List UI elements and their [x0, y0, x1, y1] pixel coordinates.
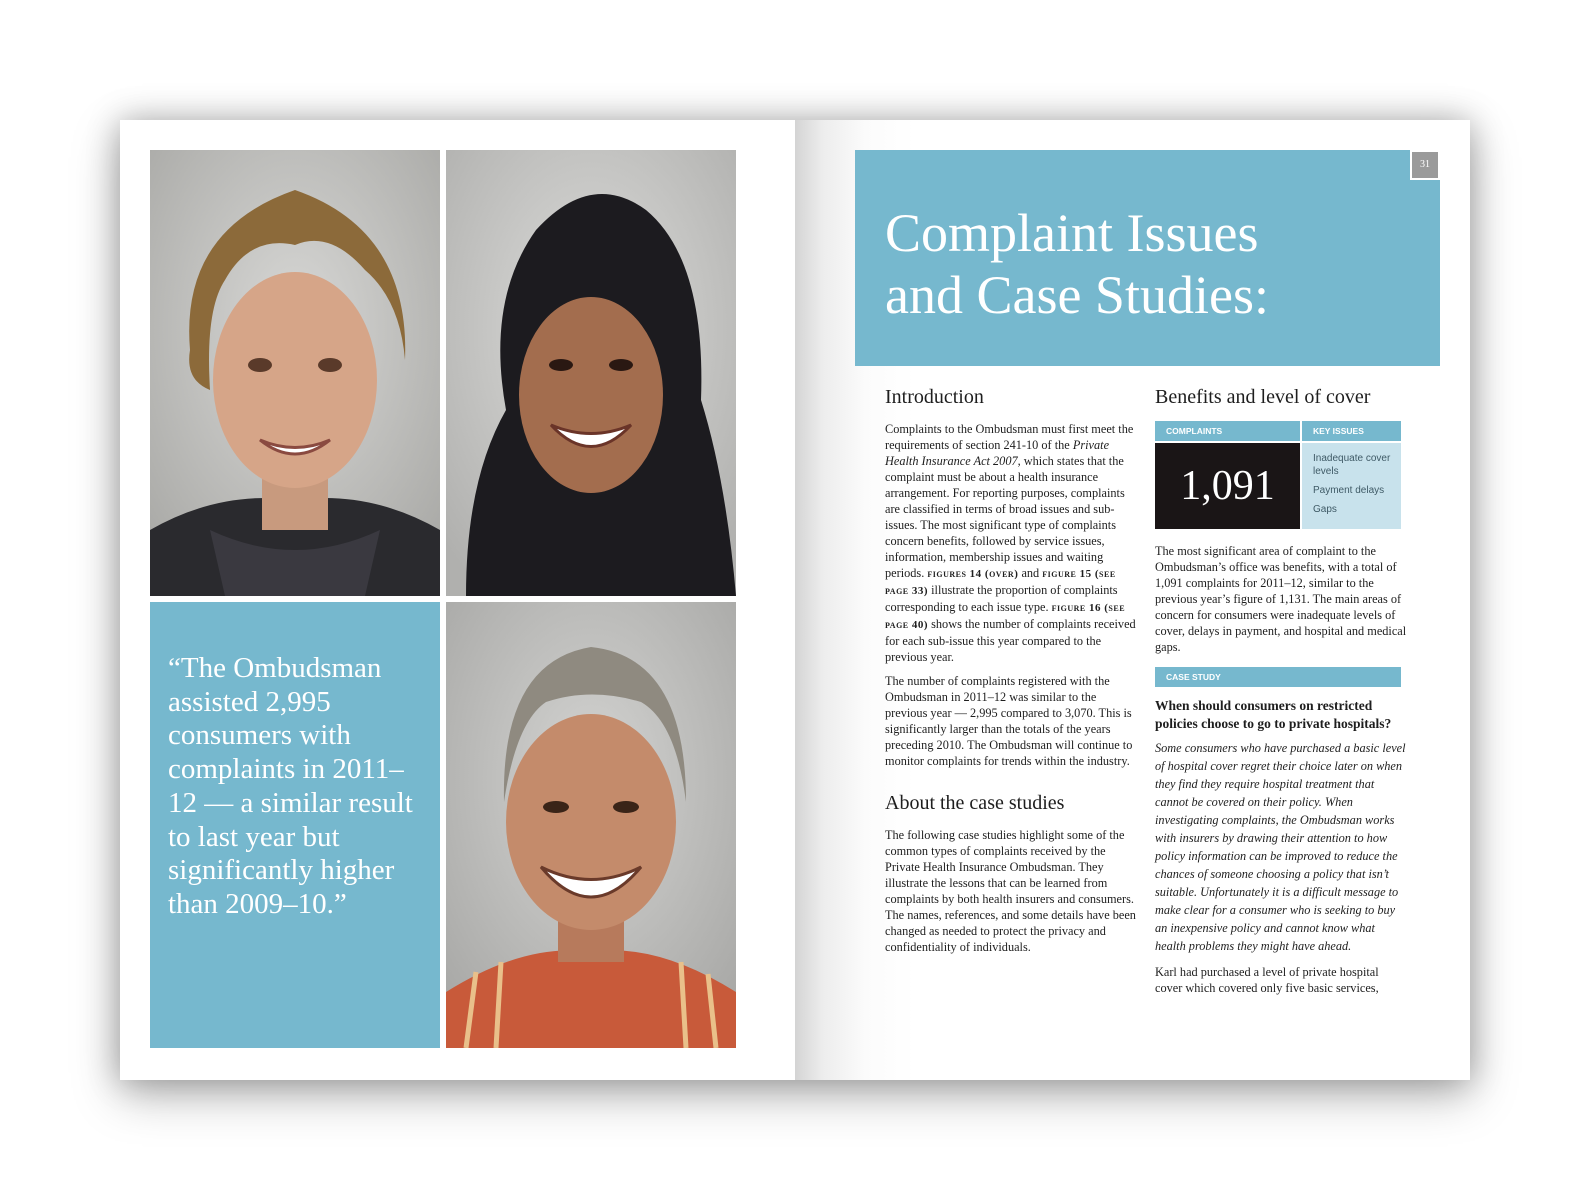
case-study-intro: Some consumers who have purchased a basic level of hospital cover regret their choice later on when they find they require hospital treatment that cannot be covered on their policy. When investigating complaints, the Ombudsman works with insurers by drawing their attention to how policy information can be improved to reduce the chances of someone choosing a policy that isn’t suitable. Unfortunately it is a difficult message to make clear for a consumer who is seeking to buy an inexpensive policy and cannot know what health problems they might have ahead. — [1155, 741, 1406, 953]
key-issue-item: Payment delays — [1313, 485, 1385, 496]
title-band — [855, 150, 1440, 366]
title-line-2: and Case Studies: — [885, 265, 1269, 325]
column-right — [1155, 385, 1407, 1004]
left-page — [120, 120, 795, 1080]
quote-box — [150, 602, 440, 1048]
complaints-stat-box — [1155, 421, 1401, 529]
complaints-count: 1,091 — [1155, 443, 1300, 529]
case-study-title: When should consumers on restricted policies choose to go to private hospitals? — [1155, 698, 1392, 731]
introduction-paragraph-1: Complaints to the Ombudsman must first meet the requirements of section 241-10 of the Private Health Insurance Act 2007, which states that the complaint must be about a health insurance arrangement. For reporting purposes, complaints are classified in terms of broad issues and sub-issues. The most significant type of complaints concern benefits, followed by service issues, information, membership issues and waiting periods. figures 14 (over) and figure 15 (see page 33) illustrate the proportion of complaints corresponding to each issue type. figure 16 (see page 40) shows the number of complaints received for each sub-issue this year compared to the previous year. — [885, 422, 1136, 664]
introduction-paragraph-2: The number of complaints registered with the Ombudsman in 2011–12 was similar to the previous year — 2,995 compared to 3,070. This is significantly larger than the totals of the years preceding 2010. The Ombudsman will continue to monitor complaints for trends within the industry. — [885, 674, 1133, 768]
about-heading: About the case studies — [885, 792, 1065, 814]
benefits-paragraph: The most significant area of complaint to the Ombudsman’s office was benefits, with a total of 1,091 complaints for 2011–12, similar to the previous year’s figure of 1,131. The main areas of concern for consumers were inadequate levels of cover, delays in payment, and hospital and medical gaps. — [1155, 544, 1407, 654]
figure-14-reference: figures 14 (over) — [927, 568, 1019, 580]
introduction-heading: Introduction — [885, 386, 984, 408]
page-title — [885, 202, 1269, 326]
right-page — [795, 120, 1470, 1080]
case-study-paragraph: Karl had purchased a level of private hospital cover which covered only five basic services, — [1155, 965, 1379, 995]
column-left — [885, 385, 1137, 963]
page-number: 31 — [1410, 150, 1440, 180]
portrait-older-man — [446, 602, 736, 1048]
complaints-label: COMPLAINTS — [1155, 421, 1300, 441]
portrait-elderly-woman — [150, 150, 440, 596]
case-study-label: CASE STUDY — [1155, 667, 1401, 687]
portrait-woman-hijab — [446, 150, 736, 596]
figure-15-reference: figure 15 (see page 33) — [885, 568, 1116, 597]
about-paragraph: The following case studies highlight some of the common types of complaints received by the Private Health Insurance Ombudsman. They illustrate the lessons that can be learned from complaints by both health insurers and consumers. The names, references, and some details have been changed as needed to protect the privacy and confidentiality of individuals. — [885, 828, 1136, 954]
key-issue-item: Gaps — [1313, 504, 1337, 515]
title-line-1: Complaint Issues — [885, 203, 1259, 263]
benefits-heading: Benefits and level of cover — [1155, 386, 1371, 408]
figure-16-reference: figure 16 (see page 40) — [885, 602, 1126, 631]
key-issues-list — [1302, 443, 1401, 529]
key-issues-label: KEY ISSUES — [1302, 421, 1401, 441]
brochure-spread — [120, 120, 1470, 1080]
key-issue-item: Inadequate cover levels — [1313, 453, 1391, 477]
pull-quote: “The Ombudsman assisted 2,995 consumers with complaints in 2011–12 — a similar result to last year but significantly higher than 2009–10.” — [168, 652, 413, 920]
